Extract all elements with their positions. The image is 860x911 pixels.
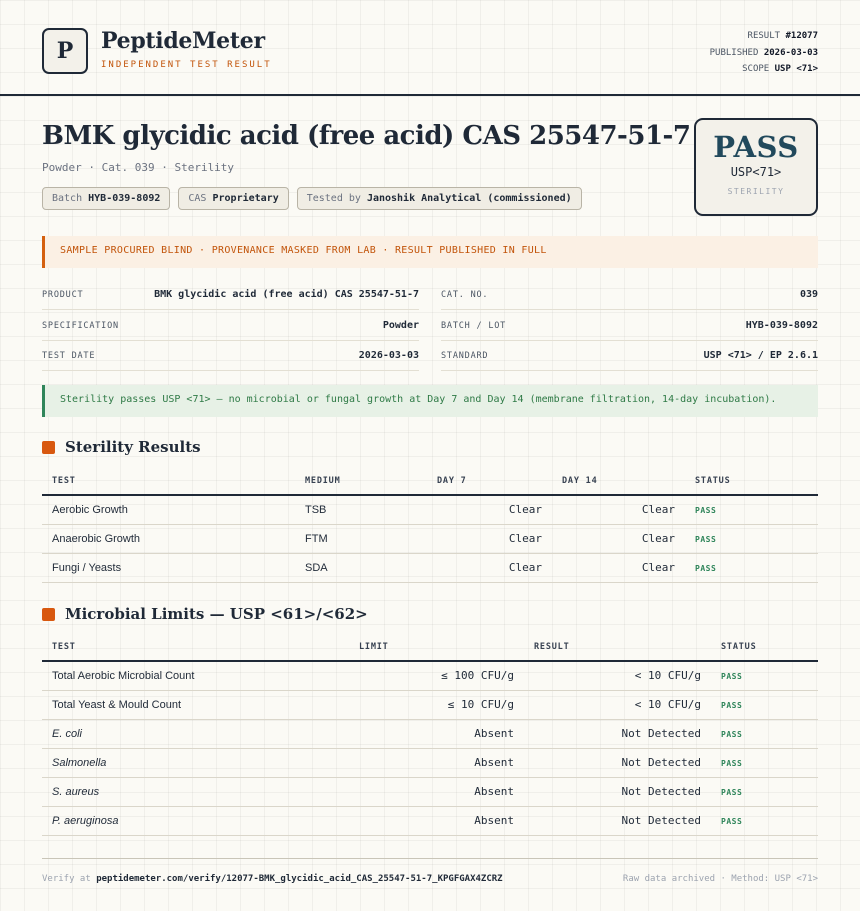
- column-header: MEDIUM: [295, 467, 427, 495]
- cell-test: S. aureus: [42, 777, 349, 806]
- cell-medium: FTM: [295, 524, 427, 553]
- cell-limit: Absent: [349, 806, 524, 835]
- cell-limit: ≤ 100 CFU/g: [349, 661, 524, 690]
- cas-chip: CAS Proprietary: [178, 187, 288, 210]
- status-badge: PASS: [721, 672, 743, 682]
- status-badge: PASS: [721, 759, 743, 768]
- status-badge: PASS: [721, 817, 743, 826]
- section-marker-icon: [42, 441, 55, 454]
- cell-status: [711, 719, 818, 748]
- cell-test: Salmonella: [42, 748, 349, 777]
- table-row: [42, 748, 818, 777]
- cell-status: [685, 553, 818, 582]
- status-badge: PASS: [721, 701, 743, 710]
- table-row: [42, 553, 818, 582]
- cell-result: Not Detected: [524, 748, 711, 777]
- detail-label: CAT. NO.: [441, 289, 489, 300]
- brand-name: PeptideMeter: [101, 28, 265, 54]
- column-header: STATUS: [685, 467, 818, 495]
- cell-limit: Absent: [349, 777, 524, 806]
- blind-notice: SAMPLE PROCURED BLIND · PROVENANCE MASKED FROM LAB · RESULT PUBLISHED IN FULL: [42, 236, 818, 268]
- section-title: Sterility Results: [65, 438, 201, 456]
- cell-status: [711, 806, 818, 835]
- cell-medium: SDA: [295, 553, 427, 582]
- detail-value: USP <71> / EP 2.6.1: [703, 350, 818, 361]
- column-header: TEST: [42, 633, 349, 661]
- result-meta: [710, 28, 818, 78]
- page-title: BMK glycidic acid (free acid) CAS 25547-51-7: [42, 121, 691, 151]
- cell-test: Total Yeast & Mould Count: [42, 690, 349, 719]
- status-badge: PASS: [695, 564, 717, 573]
- verdict-badge: [694, 118, 818, 216]
- cell-test: Aerobic Growth: [42, 495, 295, 524]
- detail-value: Powder: [382, 320, 419, 331]
- page-subtitle: Powder · Cat. 039 · Sterility: [42, 161, 235, 174]
- batch-chip: Batch HYB-039-8092: [42, 187, 170, 210]
- scope-line: SCOPE USP <71>: [742, 64, 818, 74]
- result-summary: Sterility passes USP <71> — no microbial or fungal growth at Day 7 and Day 14 (membrane filtration, 14-day incubation).: [42, 385, 818, 417]
- column-header: STATUS: [711, 633, 818, 661]
- column-header: LIMIT: [349, 633, 524, 661]
- archive-note: Raw data archived · Method: USP <71>: [622, 874, 818, 884]
- brand-logo: P: [42, 28, 88, 74]
- table-row: [42, 661, 818, 690]
- brand-tagline: INDEPENDENT TEST RESULT: [101, 60, 272, 70]
- sterility-section-header: [42, 438, 201, 456]
- cell-test: P. aeruginosa: [42, 806, 349, 835]
- microbial-limits-table: [42, 633, 818, 836]
- verdict-word: PASS: [713, 130, 799, 164]
- cell-test: Total Aerobic Microbial Count: [42, 661, 349, 690]
- detail-product: [42, 280, 419, 310]
- detail-label: SPECIFICATION: [42, 320, 119, 331]
- detail-standard: [441, 341, 818, 371]
- verify-note: Verify at peptidemeter.com/verify/12077-BMK_glycidic_acid_CAS_25547-51-7_KPGFGAX4ZCRZ: [42, 874, 503, 884]
- table-header-row: [42, 467, 818, 495]
- detail-label: TEST DATE: [42, 350, 96, 361]
- detail-value: BMK glycidic acid (free acid) CAS 25547-51-7: [154, 289, 419, 300]
- detail-cat-no: [441, 280, 818, 310]
- table-row: [42, 806, 818, 835]
- table-row: [42, 690, 818, 719]
- verdict-standard: USP<71>: [730, 165, 782, 179]
- column-header: RESULT: [524, 633, 711, 661]
- cell-limit: Absent: [349, 748, 524, 777]
- cell-result: < 10 CFU/g: [524, 690, 711, 719]
- cell-limit: Absent: [349, 719, 524, 748]
- cell-limit: ≤ 10 CFU/g: [349, 690, 524, 719]
- detail-value: 039: [799, 289, 818, 300]
- section-title: Microbial Limits — USP <61>/<62>: [65, 605, 368, 623]
- detail-test-date: [42, 341, 419, 371]
- cell-day14: Clear: [552, 524, 685, 553]
- info-chips: [42, 187, 582, 210]
- cell-status: [711, 690, 818, 719]
- cell-day14: Clear: [552, 495, 685, 524]
- status-badge: PASS: [695, 535, 717, 544]
- cell-day7: Clear: [427, 524, 552, 553]
- detail-value: 2026-03-03: [358, 350, 419, 361]
- detail-label: PRODUCT: [42, 289, 84, 300]
- cell-status: [711, 777, 818, 806]
- detail-value: HYB-039-8092: [745, 320, 818, 331]
- cell-status: [711, 748, 818, 777]
- detail-specification: [42, 311, 419, 341]
- column-header: TEST: [42, 467, 295, 495]
- status-badge: PASS: [721, 730, 743, 739]
- cell-status: [685, 524, 818, 553]
- cell-result: Not Detected: [524, 777, 711, 806]
- table-row: [42, 719, 818, 748]
- cell-medium: TSB: [295, 495, 427, 524]
- cell-test: E. coli: [42, 719, 349, 748]
- cell-status: [711, 661, 818, 690]
- detail-batch-lot: [441, 311, 818, 341]
- status-badge: PASS: [721, 788, 743, 797]
- cell-day7: Clear: [427, 495, 552, 524]
- verdict-category: STERILITY: [727, 187, 785, 196]
- cell-day7: Clear: [427, 553, 552, 582]
- published-line: PUBLISHED 2026-03-03: [709, 47, 818, 58]
- detail-label: STANDARD: [441, 350, 489, 361]
- column-header: DAY 7: [427, 467, 552, 495]
- cell-test: Anaerobic Growth: [42, 524, 295, 553]
- cell-result: Not Detected: [524, 806, 711, 835]
- footer-divider: [42, 858, 818, 859]
- page-header: [0, 0, 860, 96]
- cell-result: Not Detected: [524, 719, 711, 748]
- section-marker-icon: [42, 608, 55, 621]
- cell-status: [685, 495, 818, 524]
- status-badge: PASS: [695, 506, 717, 516]
- sterility-table: [42, 467, 818, 583]
- table-row: [42, 777, 818, 806]
- result-id-line: RESULT #12077: [747, 31, 818, 41]
- cell-result: < 10 CFU/g: [524, 661, 711, 690]
- table-row: [42, 495, 818, 524]
- table-header-row: [42, 633, 818, 661]
- microbial-section-header: [42, 605, 368, 623]
- detail-label: BATCH / LOT: [441, 320, 507, 331]
- tested-by-chip: Tested by Janoshik Analytical (commissioned): [297, 187, 582, 210]
- cell-test: Fungi / Yeasts: [42, 553, 295, 582]
- column-header: DAY 14: [552, 467, 685, 495]
- cell-day14: Clear: [552, 553, 685, 582]
- table-row: [42, 524, 818, 553]
- verify-link[interactable]: peptidemeter.com/verify/12077-BMK_glycidic_acid_CAS_25547-51-7_KPGFGAX4ZCRZ: [96, 874, 503, 884]
